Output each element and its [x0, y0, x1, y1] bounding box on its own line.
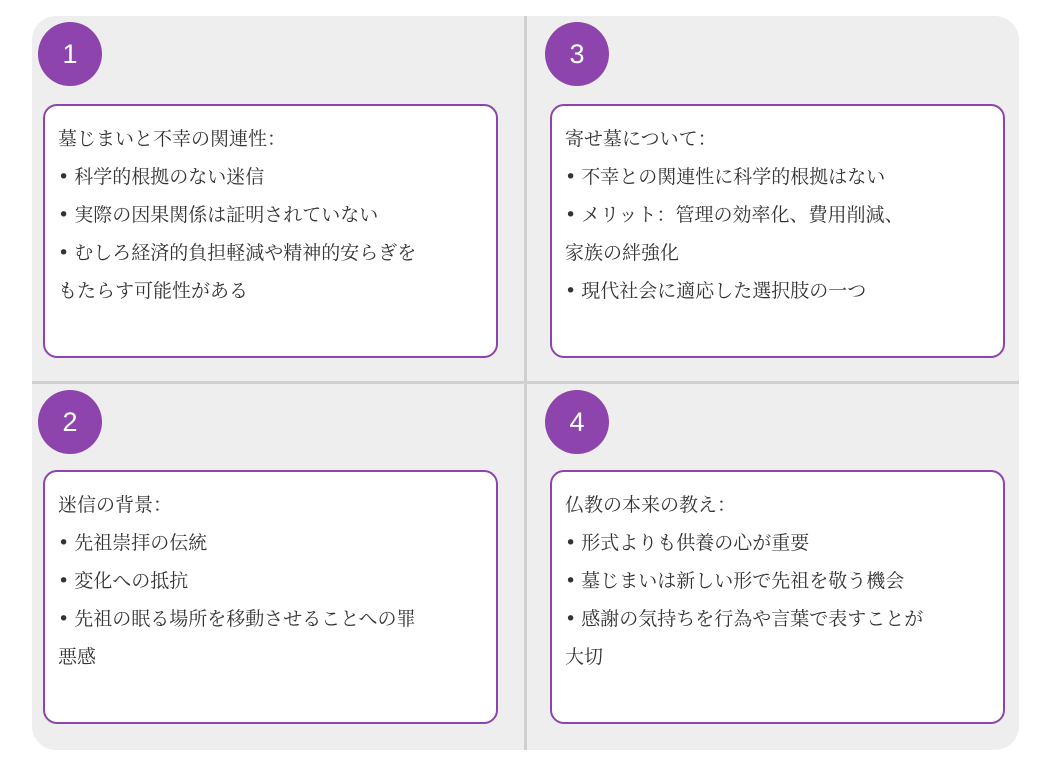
quadrant-4 — [539, 384, 1009, 736]
bullet-icon: • — [565, 570, 577, 592]
card-bullet-item — [565, 524, 935, 562]
card-bullet-item — [565, 272, 935, 310]
card-bullet-item — [58, 562, 428, 600]
quadrant-2 — [32, 384, 502, 736]
card-bullet-item — [565, 158, 935, 196]
card-bullet-item — [58, 600, 428, 676]
bullet-text: 不幸との関連性に科学的根拠はない — [581, 166, 886, 188]
card-bullet-item — [58, 196, 428, 234]
quadrant-3 — [539, 16, 1009, 368]
bullet-icon: • — [565, 532, 577, 554]
card-bullet-item — [565, 600, 935, 676]
bullet-text: 墓じまいは新しい形で先祖を敬う機会 — [581, 570, 905, 592]
info-card — [550, 470, 1005, 724]
step-number-badge: 3 — [545, 22, 609, 86]
bullet-icon: • — [565, 204, 577, 226]
bullet-text: 変化への抵抗 — [74, 570, 189, 592]
bullet-text: 実際の因果関係は証明されていない — [74, 204, 379, 226]
bullet-text: 現代社会に適応した選択肢の一つ — [581, 280, 867, 302]
bullet-icon: • — [58, 242, 70, 264]
step-number-badge: 1 — [38, 22, 102, 86]
info-card — [550, 104, 1005, 358]
bullet-text: 先祖の眠る場所を移動させることへの罪悪感 — [58, 608, 416, 668]
bullet-icon: • — [58, 608, 70, 630]
bullet-text: 科学的根拠のない迷信 — [74, 166, 265, 188]
bullet-text: 形式よりも供養の心が重要 — [581, 532, 810, 554]
bullet-icon: • — [58, 204, 70, 226]
card-bullet-item — [58, 234, 428, 310]
bullet-text: 先祖崇拝の伝統 — [74, 532, 208, 554]
step-number-badge: 2 — [38, 390, 102, 454]
card-title: 寄せ墓について： — [565, 128, 717, 150]
bullet-icon: • — [58, 570, 70, 592]
step-number-badge: 4 — [545, 390, 609, 454]
card-title: 墓じまいと不幸の関連性： — [58, 128, 287, 150]
bullet-text: 感謝の気持ちを行為や言葉で表すことが大切 — [565, 608, 924, 668]
card-title: 仏教の本来の教え： — [565, 494, 737, 516]
quadrant-1 — [32, 16, 502, 368]
bullet-icon: • — [58, 166, 70, 188]
bullet-icon: • — [565, 608, 577, 630]
card-bullet-item — [58, 158, 428, 196]
bullet-icon: • — [58, 532, 70, 554]
card-title: 迷信の背景： — [58, 494, 173, 516]
card-bullet-item — [565, 562, 935, 600]
card-bullet-item — [565, 196, 915, 272]
bullet-icon: • — [565, 166, 577, 188]
bullet-text: むしろ経済的負担軽減や精神的安らぎをもたらす可能性がある — [58, 242, 417, 302]
info-card — [43, 470, 498, 724]
diagram-board — [32, 16, 1019, 750]
bullet-icon: • — [565, 280, 577, 302]
bullet-text: メリット：管理の効率化、費用削減、家族の絆強化 — [565, 204, 904, 264]
info-card — [43, 104, 498, 358]
card-bullet-item — [58, 524, 428, 562]
